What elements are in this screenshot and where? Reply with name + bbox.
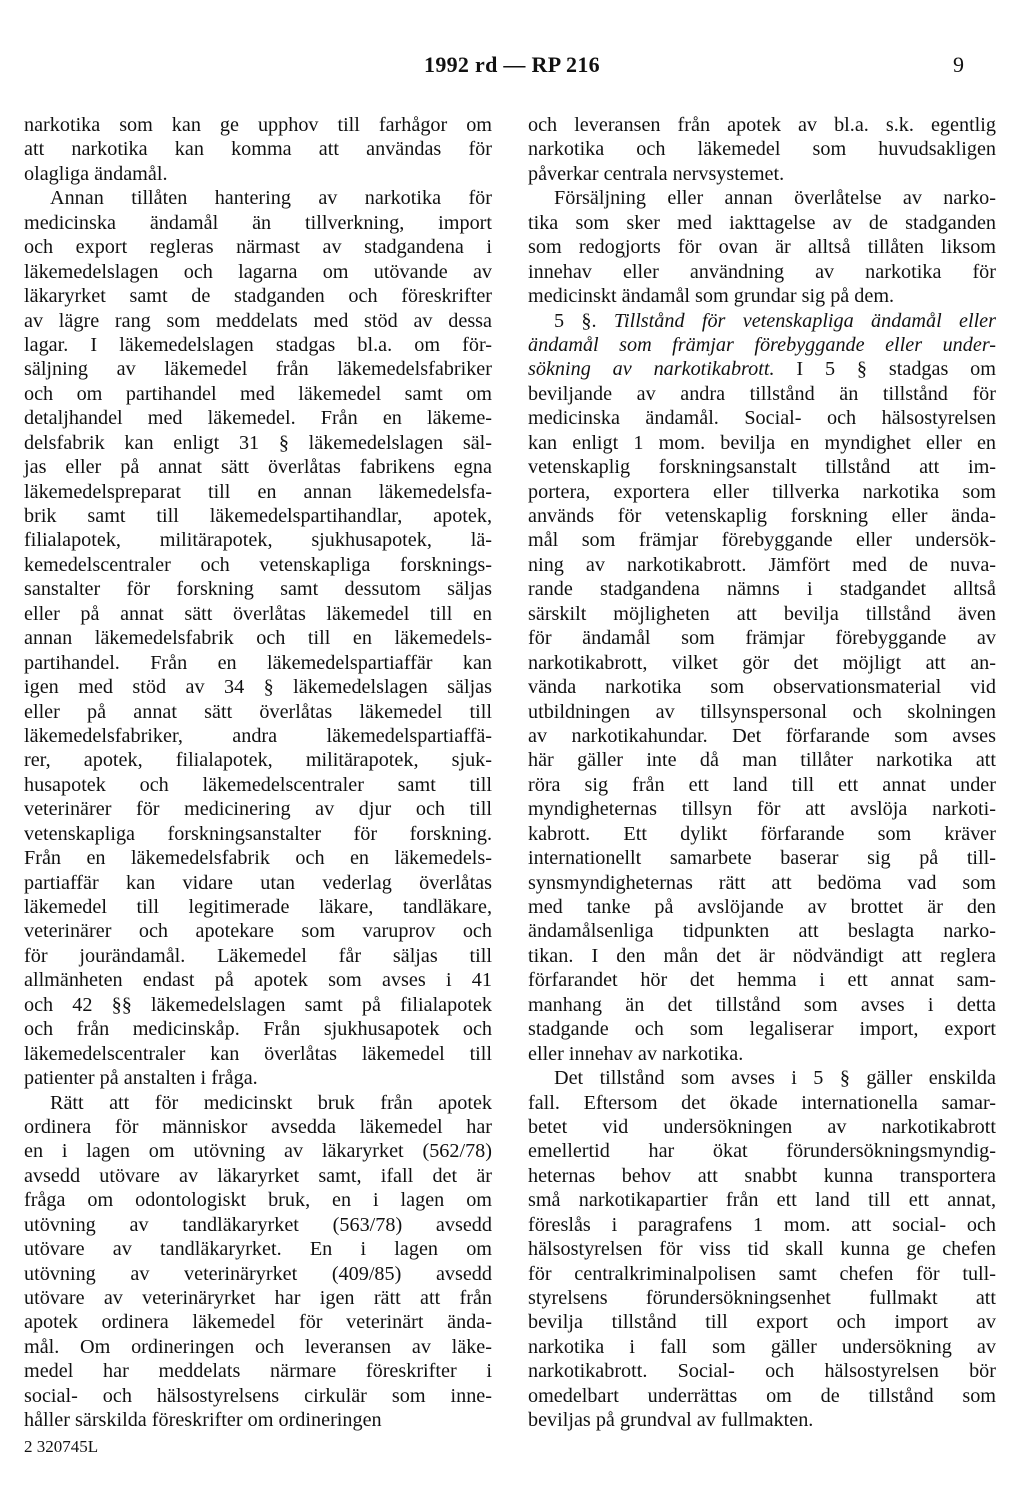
text-line: för ändamål som främjar förebyggande av bbox=[528, 627, 996, 650]
text-line: medicinskt ändamål som grundar sig på dem. bbox=[528, 285, 895, 308]
text-line: manhang än det tillstånd som avses i detta bbox=[528, 993, 996, 1016]
text-line: brik samt till läkemedelspartihandlar, apotek, bbox=[24, 505, 492, 527]
text-line: och om partihandel med läkemedel samt om bbox=[24, 382, 492, 405]
text-line: särskilt möjligheten att bevilja tillstånd även bbox=[528, 602, 996, 625]
text-line: med tanke på avslöjande av brottet är den bbox=[528, 896, 996, 918]
text-line: allmänheten endast på apotek som avses i 41 bbox=[24, 969, 492, 992]
text-line: utövning av tandläkaryrket (563/78) avsedd bbox=[24, 1213, 492, 1236]
text-line: Annan tillåten hantering av narkotika för bbox=[50, 187, 492, 210]
text-line: kabrott. Ett dylikt förfarande som kräver bbox=[528, 822, 996, 845]
text-line: röra sig från ett land till ett annat under bbox=[528, 773, 996, 796]
text-line: föreslås i paragrafens 1 mom. att social- och bbox=[528, 1213, 996, 1236]
text-line: annan läkemedelsfabrik och till en läkemedels- bbox=[24, 627, 492, 650]
text-line: håller särskilda föreskrifter om ordineringen bbox=[24, 1409, 382, 1432]
text-line: utövare av tandläkaryrket. En i lagen om bbox=[24, 1238, 492, 1261]
text-line: husapotek och läkemedelscentraler samt till bbox=[24, 773, 492, 796]
text-line: partihandel. Från en läkemedelspartiaffär kan bbox=[24, 651, 492, 674]
text-line: ändamålsenliga tidpunkten att beslagta narko- bbox=[528, 920, 996, 943]
text-line: Det tillstånd som avses i 5 § gäller enskilda bbox=[554, 1067, 996, 1090]
text-line: 5 §. Tillstånd för vetenskapliga ändamål eller bbox=[554, 309, 996, 332]
text-line: ändamål som främjar förebyggande eller under- bbox=[528, 333, 996, 356]
text-line: internationellt samarbete baserar sig på till- bbox=[528, 847, 996, 870]
text-line: rande stadgandena nämns i stadgandet alltså bbox=[528, 578, 996, 601]
text-line: narkotikabrott, vilket gör det möjligt att an- bbox=[528, 651, 996, 674]
text-line: beviljas på grundval av fullmakten. bbox=[528, 1409, 814, 1432]
text-line: av lägre rang som meddelats med stöd av dessa bbox=[24, 309, 492, 332]
text-line: påverkar centrala nervsystemet. bbox=[528, 162, 785, 185]
text-line: narkotika och läkemedel som huvudsakligen bbox=[528, 138, 996, 161]
text-line: eller på annat sätt överlåtas läkemedel till en bbox=[24, 602, 492, 625]
text-line: läkemedelscentraler kan överlåtas läkemedel till bbox=[24, 1042, 492, 1065]
text-line: sökning av narkotikabrott. I 5 § stadgas om bbox=[528, 358, 996, 381]
text-line: medicinska ändamål än tillverkning, import bbox=[24, 211, 492, 234]
text-line: narkotika i fall som gäller undersökning av bbox=[528, 1335, 996, 1358]
text-line: en i lagen om utövning av läkaryrket (562/78) bbox=[24, 1140, 492, 1163]
text-line: läkemedelspreparat till en annan läkemedelsfa- bbox=[24, 480, 492, 503]
text-line: medel har meddelats närmare föreskrifter i bbox=[24, 1360, 492, 1383]
text-line: tika som sker med iakttagelse av de stadganden bbox=[528, 211, 996, 234]
text-line: hälsostyrelsen för viss tid skall kunna ge chefen bbox=[528, 1238, 996, 1261]
text-line: veterinärer för medicinering av djur och till bbox=[24, 798, 492, 821]
text-line: att narkotika kan komma att användas för bbox=[24, 138, 492, 161]
text-line: och leveransen från apotek av bl.a. s.k. egentlig bbox=[528, 114, 996, 136]
text-line: säljning av läkemedel från läkemedelsfabriker bbox=[24, 358, 492, 381]
text-line: utövare av veterinäryrket har igen rätt att från bbox=[24, 1287, 492, 1309]
text-line: fråga om odontologiskt bruk, en i lagen om bbox=[24, 1189, 492, 1212]
text-line: Rätt att för medicinskt bruk från apotek bbox=[50, 1091, 492, 1114]
text-line: medicinska ändamål. Social- och hälsostyrelsen bbox=[528, 407, 996, 430]
text-line: läkemedelsfabriker, andra läkemedelspartiaffä- bbox=[24, 724, 492, 747]
text-line: mål som främjar förebyggande eller undersök- bbox=[528, 529, 996, 552]
text-line: läkaryrket samt de stadganden och föreskrifter bbox=[24, 285, 492, 308]
text-line: beviljande av andra tillstånd än tillstånd för bbox=[528, 382, 996, 405]
text-line: filialapotek, militärapotek, sjukhusapotek, lä- bbox=[24, 529, 492, 552]
text-line: används för vetenskaplig forskning eller ända- bbox=[528, 505, 996, 527]
text-line: heternas behov att snabbt kunna transportera bbox=[528, 1164, 996, 1187]
text-line: innehav eller användning av narkotika för bbox=[528, 260, 996, 283]
text-line: social- och hälsostyrelsens cirkulär som inne- bbox=[24, 1384, 492, 1407]
text-line: omedelbart underrättas om de tillstånd som bbox=[528, 1384, 996, 1407]
text-line: myndigheternas tillsyn för att avslöja narkoti- bbox=[528, 798, 996, 821]
text-line: för jourändamål. Läkemedel får säljas till bbox=[24, 944, 492, 967]
text-line: läkemedelslagen och lagarna om utövande av bbox=[24, 260, 492, 283]
text-line: och export regleras närmast av stadgandena i bbox=[24, 236, 492, 259]
text-line: mål. Om ordineringen och leveransen av läke- bbox=[24, 1335, 492, 1358]
text-line: avsedd utövare av läkaryrket samt, ifall det är bbox=[24, 1164, 492, 1187]
text-line: jas eller på annat sätt överlåtas fabrikens egna bbox=[24, 456, 492, 479]
text-line: rer, apotek, filialapotek, militärapotek, sjuk- bbox=[24, 749, 492, 772]
text-line: sanstalter för forskning samt dessutom säljas bbox=[24, 578, 492, 601]
text-line: vända narkotika som observationsmaterial vid bbox=[528, 676, 996, 699]
text-line: narkotika som kan ge upphov till farhågor om bbox=[24, 114, 492, 136]
text-line: partiaffär kan vidare utan vederlag överlåtas bbox=[24, 871, 492, 894]
text-line: och från medicinskåp. Från sjukhusapotek och bbox=[24, 1018, 492, 1041]
text-line: emellertid har ökat förundersökningsmyndig- bbox=[528, 1140, 996, 1163]
running-header: 1992 rd — RP 216 bbox=[424, 52, 600, 77]
text-line: förfarandet hör det hemma i ett annat sam- bbox=[528, 969, 996, 992]
text-line: igen med stöd av 34 § läkemedelslagen säljas bbox=[24, 676, 492, 699]
text-line: eller på annat sätt överlåtas läkemedel till bbox=[24, 700, 492, 723]
text-line: patienter på anstalten i fråga. bbox=[24, 1067, 258, 1090]
text-line: ordinera för människor avsedda läkemedel har bbox=[24, 1115, 492, 1138]
text-line: olagliga ändamål. bbox=[24, 162, 168, 185]
text-line: vetenskaplig forskningsanstalt tillstånd att im- bbox=[528, 456, 996, 479]
left-text-column bbox=[24, 113, 492, 1433]
print-code-footer: 2 320745L bbox=[24, 1437, 99, 1456]
text-line: utövning av veterinäryrket (409/85) avsedd bbox=[24, 1262, 492, 1285]
text-line: styrelsens förundersökningsenhet fullmakt att bbox=[528, 1287, 996, 1309]
text-line: fall. Eftersom det ökade internationella samar- bbox=[528, 1091, 996, 1114]
text-line: vetenskapliga forskningsanstalter för forskning. bbox=[24, 822, 492, 845]
text-line: delsfabrik kan enligt 31 § läkemedelslagen säl- bbox=[24, 431, 492, 454]
text-line: apotek ordinera läkemedel för veterinärt ända- bbox=[24, 1311, 492, 1334]
text-line: lagar. I läkemedelslagen stadgas bl.a. om för- bbox=[24, 333, 492, 356]
text-line: stadgande och som legaliserar import, export bbox=[528, 1018, 996, 1041]
text-line: utbildningen av tillsynspersonal och skolningen bbox=[528, 700, 996, 723]
text-line: här gäller inte då man tillåter narkotika att bbox=[528, 749, 996, 772]
text-line: som redogjorts för ovan är alltså tillåten liksom bbox=[528, 236, 996, 259]
text-line: Försäljning eller annan överlåtelse av narko- bbox=[554, 187, 996, 210]
text-line: kemedelscentraler och vetenskapliga forsknings- bbox=[24, 553, 492, 576]
text-line: ning av narkotikabrott. Jämfört med de nuva- bbox=[528, 553, 996, 576]
page-number: 9 bbox=[953, 52, 964, 77]
text-line: eller innehav av narkotika. bbox=[528, 1042, 744, 1065]
text-line: små narkotikapartier från ett land till ett annat, bbox=[528, 1189, 996, 1212]
text-line: Från en läkemedelsfabrik och en läkemedels- bbox=[24, 847, 492, 870]
text-line: synsmyndigheternas rätt att bedöma vad som bbox=[528, 871, 996, 894]
text-line: betet vid undersökningen av narkotikabrott bbox=[528, 1115, 996, 1138]
text-line: tikan. I den mån det är nödvändigt att reglera bbox=[528, 944, 996, 967]
text-line: läkemedel till legitimerade läkare, tandläkare, bbox=[24, 896, 492, 918]
right-text-column bbox=[528, 113, 996, 1433]
text-line: detaljhandel med läkemedel. Från en läkeme- bbox=[24, 407, 492, 430]
text-line: för centralkriminalpolisen samt chefen för tull- bbox=[528, 1262, 996, 1285]
text-line: av narkotikahundar. Det förfarande som avses bbox=[528, 724, 996, 747]
text-line: kan enligt 1 mom. bevilja en myndighet eller en bbox=[528, 431, 996, 454]
text-line: portera, exportera eller tillverka narkotika som bbox=[528, 480, 996, 503]
text-line: veterinärer och apotekare som varuprov och bbox=[24, 920, 492, 943]
text-line: och 42 §§ läkemedelslagen samt på filialapotek bbox=[24, 993, 492, 1016]
text-line: narkotikabrott. Social- och hälsostyrelsen bör bbox=[528, 1360, 996, 1383]
text-line: bevilja tillstånd till export och import av bbox=[528, 1311, 996, 1334]
